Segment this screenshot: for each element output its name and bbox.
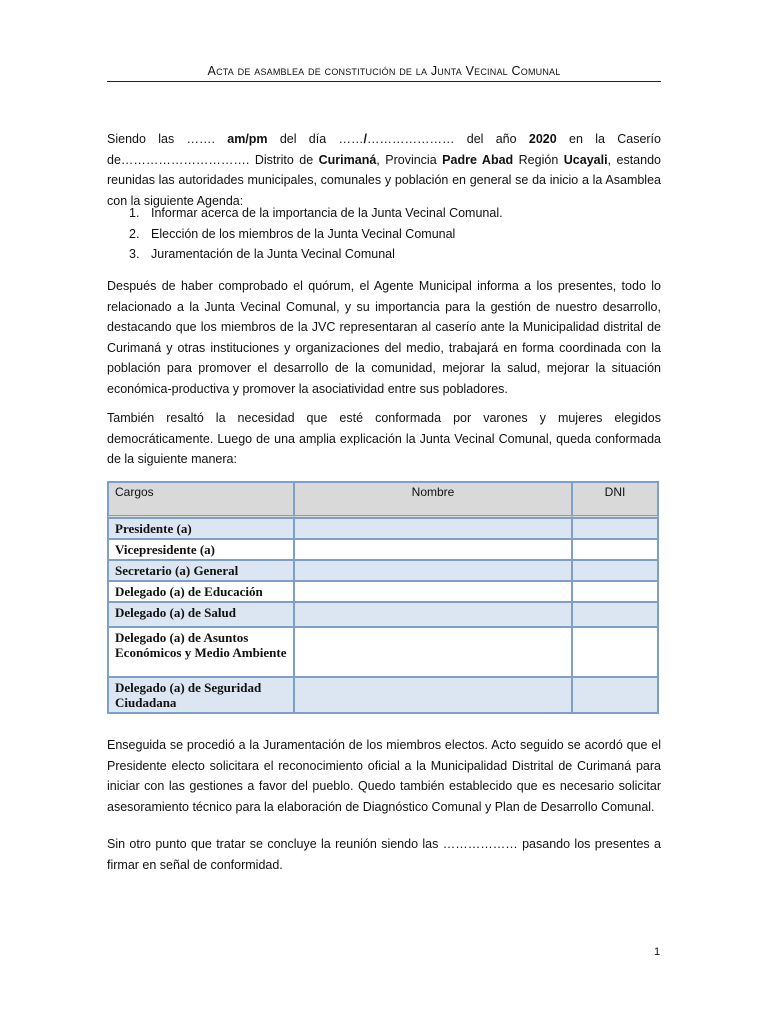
nombre-cell <box>294 539 572 560</box>
agenda-number: 1. <box>129 206 140 220</box>
table-row <box>108 602 658 627</box>
dni-cell <box>572 677 658 713</box>
agenda-list <box>129 203 503 265</box>
table-row <box>108 627 658 677</box>
dni-cell <box>572 518 658 539</box>
cargo-cell: Vicepresidente (a) <box>108 539 294 560</box>
closing-paragraph: Sin otro punto que tratar se concluye la reunión siendo las ……………… pasando los presentes a firmar en señal de conformidad. <box>107 837 661 872</box>
intro-bold-province: Padre Abad <box>442 152 514 167</box>
intro-bold-slash: / <box>363 132 367 146</box>
cargo-cell: Delegado (a) de Seguridad Ciudadana <box>108 677 294 713</box>
intro-bold-year: 2020 <box>528 132 557 146</box>
intro-text: Distrito de <box>249 152 319 167</box>
header-nombre: Nombre <box>294 482 572 518</box>
nombre-cell <box>294 677 572 713</box>
dni-cell <box>572 539 658 560</box>
table-row <box>108 581 658 602</box>
nombre-cell <box>294 602 572 627</box>
agenda-text: Informar acerca de la importancia de la Junta Vecinal Comunal. <box>151 206 503 220</box>
intro-text: Siendo las ……. <box>107 132 228 146</box>
header-cargos: Cargos <box>108 482 294 518</box>
agenda-number: 2. <box>129 226 140 241</box>
table-row <box>108 518 658 539</box>
intro-text: ………………… del año <box>366 132 529 146</box>
agenda-text: Elección de los miembros de la Junta Vecinal Comunal <box>151 226 456 241</box>
agenda-item <box>129 224 503 245</box>
table-row <box>108 539 658 560</box>
dni-cell <box>572 581 658 602</box>
cargo-cell: Delegado (a) de Asuntos Económicos y Medio Ambiente <box>108 627 294 677</box>
intro-text: , Provincia <box>376 152 443 167</box>
cargo-cell: Delegado (a) de Salud <box>108 602 294 627</box>
table-header-row <box>108 482 658 518</box>
table-row <box>108 677 658 713</box>
nombre-cell <box>294 560 572 581</box>
quorum-paragraph: Después de haber comprobado el quórum, el Agente Municipal informa a los presentes, todo lo relacionado a la Junta Vecinal Comunal, y su importancia para la gestión de nuestro desarrollo, destacando que los miembros de la JVC representaran al caserío ante la Municipalidad distrital de Curimaná y otras instituciones y organizaciones del medio, trabajará en forma coordinada con la población para promover el desarrollo de la comunidad, mejorar la salud, mejorar la situación económica-productiva y promover la asociatividad entre sus pobladores. <box>107 279 661 396</box>
intro-bold-ampm: am/pm <box>227 132 268 146</box>
intro-text: del día …… <box>267 132 364 146</box>
agenda-number: 3. <box>129 247 140 261</box>
table-row <box>108 560 658 581</box>
cargo-cell: Secretario (a) General <box>108 560 294 581</box>
nombre-cell <box>294 627 572 677</box>
header-dni: DNI <box>572 482 658 518</box>
conformation-paragraph: También resaltó la necesidad que esté conformada por varones y mujeres elegidos democráticamente. Luego de una amplia explicación la Junta Vecinal Comunal, queda conformada de la siguiente manera: <box>107 411 661 466</box>
nombre-cell <box>294 518 572 539</box>
cargo-cell: Delegado (a) de Educación <box>108 581 294 602</box>
dni-cell <box>572 560 658 581</box>
agenda-item <box>129 244 503 265</box>
agenda-text: Juramentación de la Junta Vecinal Comunal <box>151 247 395 261</box>
intro-text: en la Caserío de…………………………. <box>107 132 661 167</box>
agenda-item <box>129 203 503 224</box>
intro-paragraph <box>107 129 661 211</box>
dni-cell <box>572 602 658 627</box>
nombre-cell <box>294 581 572 602</box>
intro-bold-region: Ucayali <box>563 152 608 167</box>
members-table <box>107 481 659 714</box>
document-title: Acta de asamblea de constitución de la Junta Vecinal Comunal <box>107 64 661 82</box>
swearing-paragraph: Enseguida se procedió a la Juramentación de los miembros electos. Acto seguido se acordó que el Presidente electo solicitara el reconocimiento oficial a la Municipalidad Distrital de Curimaná para iniciar con las gestiones a favor del pueblo. Quedo también establecido que es necesario solicitar asesoramiento técnico para la elaboración de Diagnóstico Comunal y Plan de Desarrollo Comunal. <box>107 738 661 814</box>
cargo-cell: Presidente (a) <box>108 518 294 539</box>
page-number: 1 <box>654 946 661 958</box>
intro-text: , estando reunidas las autoridades municipales, comunales y población en general se da inicio a la Asamblea con la siguiente Agenda: <box>107 152 661 208</box>
intro-bold-district: Curimaná <box>318 152 377 167</box>
intro-text: Región <box>513 152 564 167</box>
dni-cell <box>572 627 658 677</box>
